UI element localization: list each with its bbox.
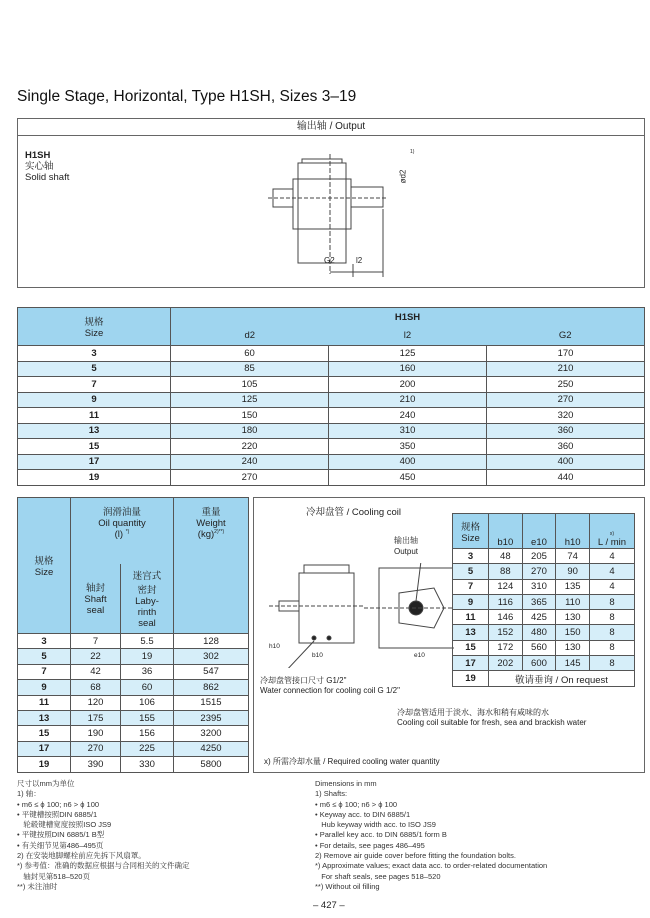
value-cell: 156 [121, 726, 174, 741]
size-cell: 13 [18, 423, 171, 439]
size-en: Size [84, 328, 104, 339]
value-cell: 3200 [174, 726, 249, 741]
footnote-line: • For details, see pages 486–495 [315, 840, 425, 850]
value-cell: 60 [121, 680, 174, 695]
value-cell: 225 [121, 741, 174, 756]
size-en: Size [34, 567, 54, 578]
table-row [18, 726, 249, 741]
output-cn: 输出轴 [394, 536, 418, 545]
footnote-line: • Keyway acc. to DIN 6885/1 [315, 809, 411, 819]
value-cell: 60 [171, 346, 329, 362]
col-e10: e10 [522, 514, 556, 549]
value-cell: 365 [522, 594, 556, 609]
suitability-en: Cooling coil suitable for fresh, sea and brackish water [397, 718, 587, 727]
size-cell: 5 [18, 649, 71, 664]
size-cell: 5 [453, 564, 489, 579]
size-en: Size [461, 532, 480, 544]
output-shaft-panel [17, 118, 645, 288]
value-cell: 600 [522, 656, 556, 671]
value-cell: 116 [489, 594, 523, 609]
value-cell: 330 [121, 757, 174, 772]
value-cell: 425 [522, 610, 556, 625]
value-cell: 310 [522, 579, 556, 594]
laby-seal-cn: 迷宫式密封 [132, 570, 162, 596]
cooling-title: 冷却盘管 / Cooling coil [306, 507, 402, 518]
value-cell: 310 [329, 423, 487, 439]
notes-english [315, 779, 547, 892]
col-b10: b10 [489, 514, 523, 549]
size-cell: 19 [18, 470, 171, 486]
table-row [453, 625, 635, 640]
value-cell: 106 [121, 695, 174, 710]
footnote-line: • 平键槽按照DIN 6885/1 [17, 809, 98, 819]
value-cell: 120 [71, 695, 121, 710]
value-cell: 160 [329, 361, 487, 377]
value-cell: 7 [71, 634, 121, 649]
size-cn: 规格 [460, 521, 480, 533]
cooling-coil-table [452, 513, 635, 687]
table-row [18, 470, 645, 486]
value-cell: 105 [171, 377, 329, 393]
solid-shaft-en: Solid shaft [25, 172, 70, 183]
footnote-line: Hub keyway width acc. to ISO JS9 [315, 820, 436, 830]
solid-shaft-cn: 实心轴 [25, 161, 54, 172]
value-cell: 8 [590, 594, 635, 609]
d2-footnote: 1) [410, 149, 415, 155]
table-row [18, 454, 645, 470]
footnote-line: 1) 轴： [17, 789, 41, 799]
notes-chinese [17, 779, 190, 892]
value-cell: 360 [487, 439, 645, 455]
value-cell: 862 [174, 680, 249, 695]
footnote-line: • m6 ≤ ϕ 100; n6 > ϕ 100 [17, 799, 100, 809]
table-row [18, 695, 249, 710]
laby-seal-en: Laby-rinth seal [135, 595, 159, 629]
cooling-coil-drawing [264, 563, 454, 668]
page-title: Single Stage, Horizontal, Type H1SH, Sizes 3–19 [17, 88, 357, 105]
value-cell: 8 [590, 625, 635, 640]
value-cell: 36 [121, 664, 174, 679]
col-l2: l2 [329, 327, 487, 346]
value-cell: 4 [590, 549, 635, 564]
value-cell: 146 [489, 610, 523, 625]
size-cell: 3 [18, 346, 171, 362]
size-cell: 11 [453, 610, 489, 625]
value-cell: 202 [489, 656, 523, 671]
value-cell: 5.5 [121, 634, 174, 649]
col-d2: d2 [171, 327, 329, 346]
oil-footnote: *) [125, 529, 130, 535]
value-cell: 150 [556, 625, 590, 640]
value-cell: 210 [329, 392, 487, 408]
footnote-line: 2) 在安装地脚螺栓前应先拆下风扇罩。 [17, 851, 146, 861]
oil-en: Oil quantity [98, 518, 146, 529]
weight-footnote: 2)**) [214, 529, 225, 535]
size-cn: 规格 [84, 317, 104, 328]
size-cell: 7 [453, 579, 489, 594]
value-cell: 180 [171, 423, 329, 439]
table-row [18, 408, 645, 424]
value-cell: 155 [121, 710, 174, 725]
d2-label: ød2 [398, 169, 408, 184]
value-cell: 4 [590, 564, 635, 579]
value-cell: 220 [171, 439, 329, 455]
table-row [18, 710, 249, 725]
value-cell: 124 [489, 579, 523, 594]
col-g2: G2 [487, 327, 645, 346]
value-cell: 270 [487, 392, 645, 408]
value-cell: 125 [171, 392, 329, 408]
on-request: 敬请垂询 / On request [489, 671, 635, 686]
value-cell: 320 [487, 408, 645, 424]
value-cell: 8 [590, 640, 635, 655]
table-row [18, 377, 645, 393]
size-cell: 11 [18, 408, 171, 424]
footnote-line: **) Without oil filling [315, 881, 380, 891]
value-cell: 170 [487, 346, 645, 362]
value-cell: 42 [71, 664, 121, 679]
value-cell: 5800 [174, 757, 249, 772]
oil-unit: (l) [114, 529, 124, 541]
size-cell: 7 [18, 664, 71, 679]
value-cell: 8 [590, 656, 635, 671]
footnote-line: • m6 ≤ ϕ 100; n6 > ϕ 100 [315, 799, 398, 809]
footnote-line: • 有关细节见第486–495页 [17, 840, 104, 850]
table-row [453, 564, 635, 579]
suitability-cn: 冷却盘管适用于淡水、海水和稍有咸味的水 [397, 708, 549, 717]
size-cell: 3 [453, 549, 489, 564]
value-cell: 560 [522, 640, 556, 655]
value-cell: 48 [489, 549, 523, 564]
b10-label: b10 [312, 652, 323, 659]
type-label: H1SH [25, 150, 51, 161]
value-cell: 480 [522, 625, 556, 640]
value-cell: 205 [522, 549, 556, 564]
group-header: H1SH [171, 308, 645, 327]
table-row [18, 664, 249, 679]
gearbox-side-view-drawing [248, 149, 388, 289]
table-row [18, 361, 645, 377]
value-cell: 130 [556, 610, 590, 625]
table-row [18, 346, 645, 362]
value-cell: 390 [71, 757, 121, 772]
table-row [18, 423, 645, 439]
table-row [453, 640, 635, 655]
size-cell: 19 [18, 757, 71, 772]
value-cell: 250 [487, 377, 645, 393]
value-cell: 22 [71, 649, 121, 664]
value-cell: 74 [556, 549, 590, 564]
weight-cn: 重量 [201, 507, 221, 518]
size-cell: 9 [453, 594, 489, 609]
value-cell: 360 [487, 423, 645, 439]
value-cell: 110 [556, 594, 590, 609]
g2-label: G2 [324, 256, 335, 265]
value-cell: 270 [71, 741, 121, 756]
value-cell: 4 [590, 579, 635, 594]
value-cell: 125 [329, 346, 487, 362]
oil-weight-table [17, 497, 249, 773]
table-row [18, 649, 249, 664]
weight-unit: (kg) [197, 529, 215, 541]
value-cell: 350 [329, 439, 487, 455]
value-cell: 270 [522, 564, 556, 579]
size-cell: 13 [18, 710, 71, 725]
value-cell: 90 [556, 564, 590, 579]
connection-cn: 冷却盘管接口尺寸 G1/2" [260, 676, 347, 685]
size-cell: 13 [453, 625, 489, 640]
value-cell: 1515 [174, 695, 249, 710]
size-19: 19 [453, 671, 489, 686]
size-cell: 15 [453, 640, 489, 655]
footnote-line: *) Approximate values; exact data acc. to order-related documentation [315, 861, 548, 871]
table-row [18, 741, 249, 756]
footnote-line: • Parallel key acc. to DIN 6885/1 form B [315, 830, 447, 840]
value-cell: 19 [121, 649, 174, 664]
e10-label: e10 [414, 652, 425, 659]
value-cell: 152 [489, 625, 523, 640]
table-row [453, 594, 635, 609]
value-cell: 88 [489, 564, 523, 579]
value-cell: 190 [71, 726, 121, 741]
output-header: 输出轴 / Output [18, 119, 644, 136]
value-cell: 4250 [174, 741, 249, 756]
value-cell: 150 [171, 408, 329, 424]
value-cell: 200 [329, 377, 487, 393]
size-cell: 17 [453, 656, 489, 671]
value-cell: 135 [556, 579, 590, 594]
size-cell: 7 [18, 377, 171, 393]
table-row [18, 392, 645, 408]
value-cell: 240 [329, 408, 487, 424]
value-cell: 302 [174, 649, 249, 664]
required-water-note: x) 所需冷却水量 / Required cooling water quantity [264, 757, 440, 766]
table-row [453, 549, 635, 564]
table-row [453, 656, 635, 671]
table-row [18, 634, 249, 649]
footnote-line: 1) Shafts: [315, 789, 348, 799]
size-cell: 15 [18, 439, 171, 455]
table-row [18, 680, 249, 695]
shaft-seal-en: Shaft seal [84, 594, 107, 617]
value-cell: 2395 [174, 710, 249, 725]
size-cell: 15 [18, 726, 71, 741]
size-cell: 11 [18, 695, 71, 710]
output-en: Output [394, 547, 419, 556]
shaft-seal-cn: 轴封 [85, 583, 105, 595]
footnote-line: 轴封见第518–520页 [17, 871, 90, 881]
l2-label: l2 [356, 256, 363, 265]
size-cell: 17 [18, 741, 71, 756]
footnote-line: • 平键按照DIN 6885/1 B型 [17, 830, 105, 840]
size-cell: 5 [18, 361, 171, 377]
value-cell: 175 [71, 710, 121, 725]
col-h10: h10 [556, 514, 590, 549]
table-row [453, 579, 635, 594]
col-lmin: L / min [597, 537, 627, 548]
footnote-line: Dimensions in mm [315, 779, 377, 788]
value-cell: 8 [590, 610, 635, 625]
value-cell: 85 [171, 361, 329, 377]
value-cell: 240 [171, 454, 329, 470]
page-number: – 427 – [313, 900, 345, 911]
connection-en: Water connection for cooling coil G 1/2" [260, 686, 400, 695]
table-row [18, 757, 249, 772]
h10-label: h10 [269, 643, 280, 650]
weight-en: Weight [196, 518, 226, 529]
value-cell: 210 [487, 361, 645, 377]
value-cell: 270 [171, 470, 329, 486]
oil-cn: 润滑油量 [102, 507, 141, 518]
size-cn: 规格 [34, 556, 54, 567]
footnote-line: 尺寸以mm为单位 [17, 779, 75, 788]
dimension-table [17, 307, 645, 486]
value-cell: 547 [174, 664, 249, 679]
value-cell: 128 [174, 634, 249, 649]
value-cell: 145 [556, 656, 590, 671]
value-cell: 450 [329, 470, 487, 486]
size-cell: 17 [18, 454, 171, 470]
size-cell: 9 [18, 680, 71, 695]
table-row [18, 439, 645, 455]
table-row [453, 610, 635, 625]
size-cell: 9 [18, 392, 171, 408]
footnote-line: 轮毂键槽宽度按照ISO JS9 [17, 820, 112, 830]
value-cell: 172 [489, 640, 523, 655]
value-cell: 130 [556, 640, 590, 655]
value-cell: 440 [487, 470, 645, 486]
footnote-line: *) 参考值：准确的数据应根据与合同相关的文件确定 [17, 861, 190, 871]
value-cell: 400 [487, 454, 645, 470]
value-cell: 68 [71, 680, 121, 695]
footnote-line: 2) Remove air guide cover before fitting the foundation bolts. [315, 851, 516, 861]
size-cell: 3 [18, 634, 71, 649]
footnote-line: **) 未注油时 [17, 881, 58, 891]
lmin-footnote: x) [609, 531, 615, 537]
footnote-line: For shaft seals, see pages 518–520 [315, 871, 441, 881]
value-cell: 400 [329, 454, 487, 470]
